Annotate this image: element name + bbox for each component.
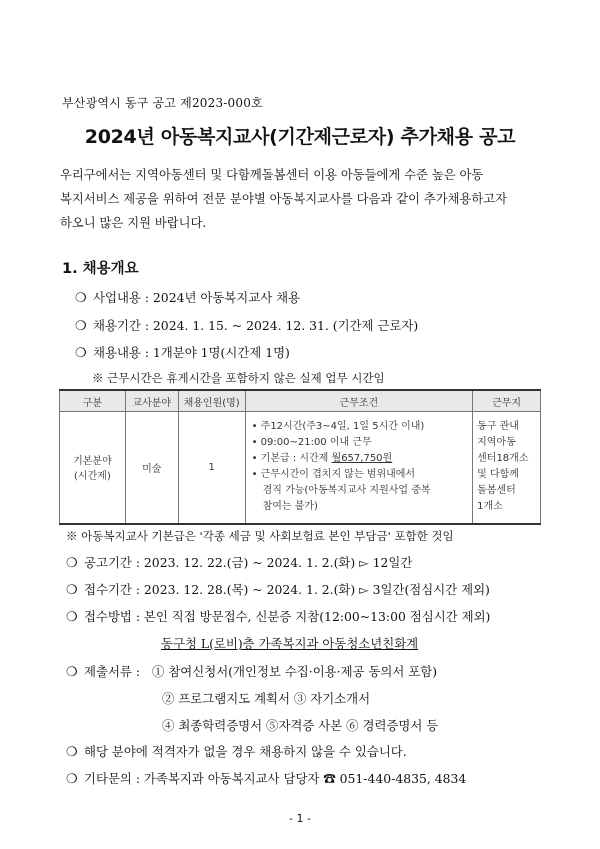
conditions-cell: • 주12시간(주3~4일, 1일 5시간 이내) • 09:00~21:00 이내 근무 • 기본급 : 시간제 월657,750원 • 근무시간이 겹치지 않는 범위내에서 겸직 가능(아동복지교사 지원사업 중복 참여는 불가) [245,412,473,524]
salary-amount: 월657,750원 [331,453,393,465]
bullet-circle-icon: ❍ [66,610,78,625]
intro-line: 하오니 많은 지원 바랍니다. [60,216,207,230]
table-row [60,412,541,524]
category-cell: 기본분야 (시간제) [60,412,126,524]
notice-number: 부산광역시 동구 공고 제2023-000호 [62,96,263,110]
intro-paragraph [60,163,550,235]
page-title: 2024년 아동복지교사(기간제근로자) 추가채용 공고 [84,126,516,148]
table-header: 구분 [60,390,126,412]
intro-line: 복지서비스 제공을 위하여 전문 분야별 아동복지교사를 다음과 같이 추가채용하고자 [60,192,508,206]
salary-note: ※ 아동복지교사 기본급은 '각종 세금 및 사회보험료 본인 부담금' 포함한 것임 [66,529,454,543]
intro-line: 우리구에서는 지역아동센터 및 다함께돌봄센터 이용 아동들에게 수준 높은 아동 [60,168,484,182]
bullet-circle-icon: ❍ [75,291,87,306]
overview-content: ❍ 채용내용 : 1개분야 1명(시간제 1명) [75,345,290,361]
table-note: ※ 근무시간은 휴게시간을 포함하지 않은 실제 업무 시간임 [92,371,385,385]
bullet-circle-icon: ❍ [66,772,78,787]
section-heading: 1. 채용개요 [62,261,139,277]
bullet-circle-icon: ❍ [75,346,87,361]
documents-line2: ② 프로그램지도 계획서 ③ 자기소개서 [162,691,371,706]
bullet-circle-icon: ❍ [66,556,78,571]
receipt-period: ❍ 접수기간 : 2023. 12. 28.(목) ~ 2024. 1. 2.(화) ▻ 3일간(점심시간 제외) [66,582,490,598]
table-header: 근무지 [473,390,541,412]
recruitment-table [59,389,541,525]
bullet-circle-icon: ❍ [66,665,78,680]
receipt-place: 동구청 L(로비)층 가족복지과 아동청소년친화계 [161,636,419,651]
table-header: 채용인원(명) [178,390,245,412]
documents-line3: ④ 최종학력증명서 ⑤자격증 사본 ⑥ 경력증명서 등 [162,718,439,733]
announce-period: ❍ 공고기간 : 2023. 12. 22.(금) ~ 2024. 1. 2.(화) ▻ 12일간 [66,555,413,571]
bullet-circle-icon: ❍ [66,583,78,598]
overview-period: ❍ 채용기간 : 2024. 1. 15. ~ 2024. 12. 31. (기간제 근로자) [75,318,419,334]
table-header-row [60,390,541,412]
table-header: 교사분야 [125,390,178,412]
documents-line1: ❍ 제출서류 : ① 참여신청서(개인정보 수집·이용·제공 동의서 포함) [66,664,438,680]
receipt-method: ❍ 접수방법 : 본인 직접 방문접수, 신분증 지참(12:00~13:00 점심시간 제외) [66,609,491,625]
table-header: 근무조건 [245,390,473,412]
count-cell: 1 [178,412,245,524]
no-hire-note: ❍ 해당 분야에 적격자가 없을 경우 채용하지 않을 수 있습니다. [66,744,407,760]
contact-info: ❍ 기타문의 : 가족복지과 아동복지교사 담당자 ☎ 051-440-4835, 4834 [66,771,467,787]
bullet-circle-icon: ❍ [75,319,87,334]
field-cell: 미술 [125,412,178,524]
page-number: - 1 - [289,812,311,825]
bullet-circle-icon: ❍ [66,745,78,760]
overview-business: ❍ 사업내용 : 2024년 아동복지교사 채용 [75,290,301,306]
workplace-cell: 동구 관내 지역아동 센터18개소 및 다함께 돌봄센터 1개소 [473,412,541,524]
